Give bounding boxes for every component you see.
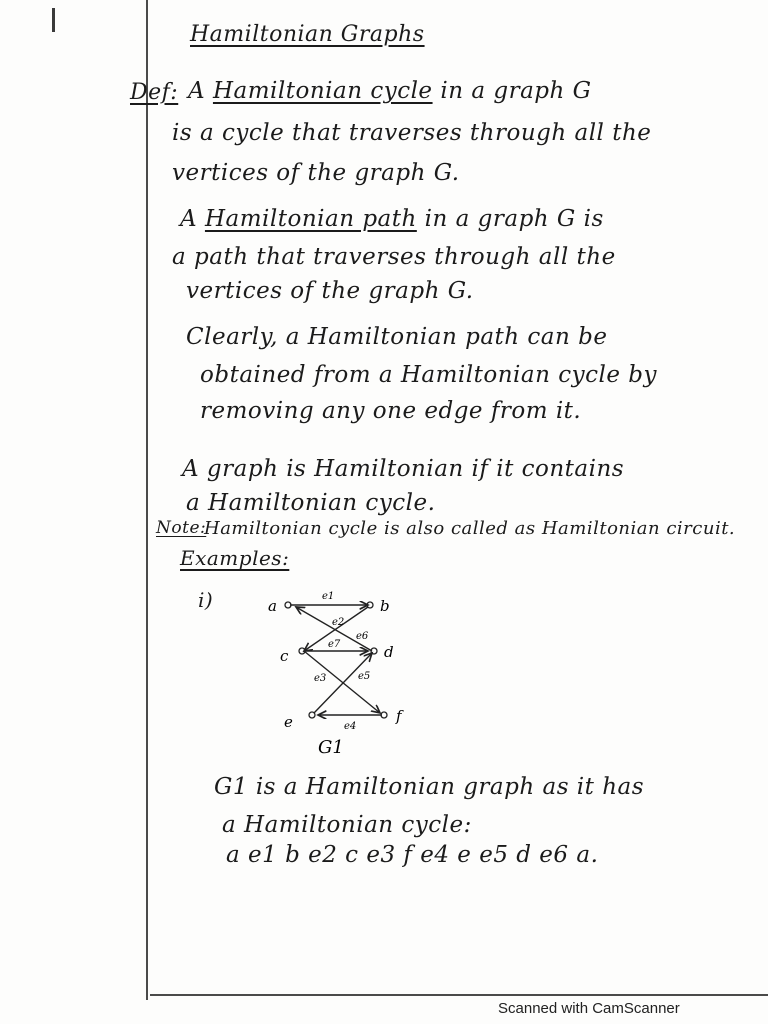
edge-label-e5: e5: [358, 671, 371, 682]
vertex-label-d: d: [384, 643, 394, 661]
graph-label: G1: [318, 737, 344, 758]
def-path-line-3: vertices of the graph G.: [186, 278, 474, 304]
def-path-term: Hamiltonian path: [204, 206, 417, 232]
edge-label-e4: e4: [344, 721, 357, 732]
edge-label-e2: e2: [332, 617, 345, 628]
note-label: Note:: [156, 518, 207, 538]
hamiltonian-graph-line-2: a Hamiltonian cycle.: [186, 490, 436, 516]
corner-pen-mark: [52, 8, 55, 32]
remark-line-1: Clearly, a Hamiltonian path can be: [186, 324, 608, 350]
example-number: i): [198, 588, 214, 612]
conclusion-line-2: a Hamiltonian cycle:: [222, 812, 472, 838]
vertex-label-a: a: [268, 597, 277, 615]
conclusion-line-3: a e1 b e2 c e3 f e4 e e5 d e6 a.: [226, 842, 599, 868]
graph-g1-diagram: [260, 585, 430, 760]
vertex-label-c: c: [280, 647, 289, 665]
edge-label-e6: e6: [356, 631, 369, 642]
vertex-e: [309, 712, 315, 718]
definition-label: Def:: [130, 80, 179, 105]
scanner-watermark: Scanned with CamScanner: [498, 1000, 680, 1017]
def-path-suffix: in a graph G is: [424, 206, 604, 232]
def-path-line-1: [180, 206, 604, 232]
def-path-prefix: A: [180, 206, 198, 232]
def-cycle-line-2: is a cycle that traverses through all the: [172, 120, 652, 146]
page-title: Hamiltonian Graphs: [190, 22, 425, 47]
edge-label-e7: e7: [328, 639, 341, 650]
remark-line-2: obtained from a Hamiltonian cycle by: [200, 362, 657, 388]
def-cycle-prefix: A: [188, 78, 206, 104]
def-cycle-line-3: vertices of the graph G.: [172, 160, 460, 186]
def-cycle-suffix: in a graph G: [440, 78, 592, 104]
vertex-label-e: e: [284, 713, 293, 731]
edge-label-e3: e3: [314, 673, 327, 684]
conclusion-line-1: G1 is a Hamiltonian graph as it has: [214, 774, 645, 800]
margin-line: [146, 0, 148, 1000]
hamiltonian-graph-line-1: A graph is Hamiltonian if it contains: [182, 456, 625, 482]
def-cycle-term: Hamiltonian cycle: [212, 78, 433, 104]
vertex-label-b: b: [380, 597, 390, 615]
bottom-rule: [150, 994, 768, 996]
def-cycle-line-1: [188, 78, 592, 104]
vertex-label-f: f: [396, 707, 402, 725]
examples-label: Examples:: [180, 546, 290, 570]
remark-line-3: removing any one edge from it.: [200, 398, 582, 424]
edge-label-e1: e1: [322, 591, 335, 602]
note-text: Hamiltonian cycle is also called as Hamiltonian circuit.: [204, 518, 736, 539]
def-path-line-2: a path that traverses through all the: [172, 244, 616, 270]
